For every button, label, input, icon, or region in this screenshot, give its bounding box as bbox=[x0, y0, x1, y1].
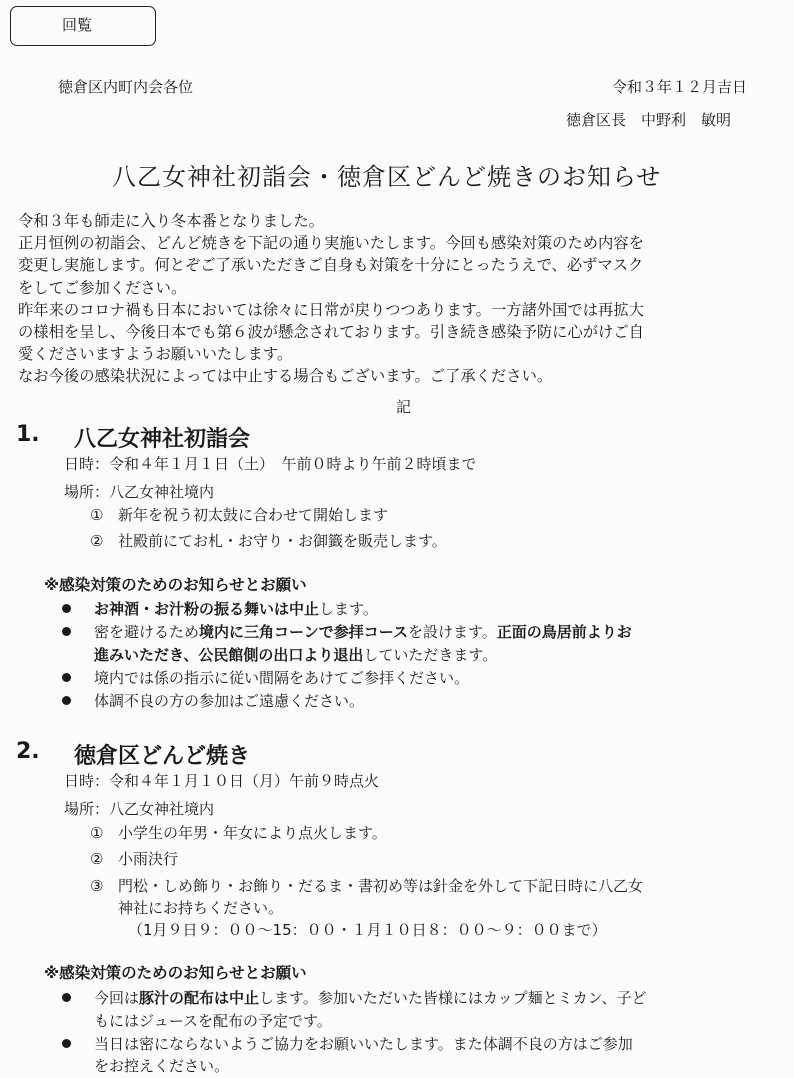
sender: 徳倉区長 中野利 敏明 bbox=[566, 111, 732, 129]
item-text: 小雨決行 bbox=[118, 850, 179, 868]
item-mark: ② bbox=[90, 850, 104, 868]
notice-text: します。参加いただいた皆様にはカップ麺とミカン、子ど bbox=[259, 989, 647, 1007]
item-mark: ① bbox=[90, 506, 104, 524]
notice-bold: お神酒・お汁粉の振る舞いは中止 bbox=[94, 600, 320, 618]
section2-item3-cont: 神社にお持ちください。 bbox=[118, 899, 284, 917]
section2-notice-cont: をお控えください。 bbox=[94, 1057, 230, 1075]
section2-item bbox=[90, 848, 178, 869]
section2-notice-cont: もにはジュースを配布の予定です。 bbox=[94, 1012, 332, 1030]
date: 令和３年１２月吉日 bbox=[612, 78, 748, 96]
section1-datetime: 日時：令和４年１月１日（土） 午前０時より午前２時頃まで bbox=[64, 455, 477, 473]
item-mark: ② bbox=[90, 532, 104, 550]
section2-item3-times: （1月９日９：００～15：００・１月１０日８：００～９：００まで） bbox=[128, 921, 607, 939]
item-text: 新年を祝う初太鼓に合わせて開始します bbox=[118, 506, 389, 524]
ki-mark: 記 bbox=[396, 398, 412, 416]
intro-line: 昨年来のコロナ禍も日本においては徐々に日常が戻りつつあります。一方諸外国では再拡大 bbox=[18, 300, 644, 319]
section2-item bbox=[90, 875, 643, 896]
item-text: 小学生の年男・年女により点火します。 bbox=[118, 824, 387, 842]
intro-line: 変更し実施します。何とぞご了承いただきご自身も対策を十分にとったうえで、必ずマスク bbox=[18, 256, 644, 275]
notice-bold: 正面の鳥居前よりお bbox=[496, 623, 632, 641]
intro-line: なお今後の感染状況によっては中止する場合もございます。ご了承ください。 bbox=[18, 367, 553, 386]
notice-text: を設けます。 bbox=[407, 623, 497, 641]
section1-notice-title: ※感染対策のためのお知らせとお願い bbox=[44, 576, 307, 594]
intro-line: 正月恒例の初詣会、どんど焼きを下記の通り実施いたします。今回も感染対策のため内容を bbox=[18, 234, 644, 253]
bullet-icon bbox=[62, 673, 71, 682]
page-title: 八乙女神社初詣会・徳倉区どんど焼きのお知らせ bbox=[112, 163, 662, 191]
section2-number: 2. bbox=[16, 739, 40, 764]
section1-notice-cont bbox=[94, 644, 497, 665]
section1-notice bbox=[94, 598, 378, 619]
bullet-icon bbox=[62, 1039, 71, 1048]
section1-item bbox=[90, 530, 447, 551]
notice-text: していただきます。 bbox=[363, 646, 498, 664]
item-mark: ① bbox=[90, 824, 104, 842]
section1-item bbox=[90, 504, 388, 525]
section1-number: 1. bbox=[16, 422, 40, 447]
section1-notice: 体調不良の方の参加はご遠慮ください。 bbox=[94, 692, 365, 710]
section1-place: 場所：八乙女神社境内 bbox=[64, 483, 215, 501]
notice-bold: 進みいただき、公民館側の出口より退出 bbox=[94, 646, 364, 664]
section1-title: 八乙女神社初詣会 bbox=[74, 427, 251, 452]
bullet-icon bbox=[62, 604, 71, 613]
section1-notice bbox=[94, 621, 632, 642]
bullet-icon bbox=[62, 993, 71, 1002]
intro-line: の様相を呈し、今後日本でも第６波が懸念されております。引き続き感染予防に心がけご自 bbox=[18, 323, 644, 342]
notice-text: 今回は bbox=[94, 989, 140, 1007]
section2-notice-title: ※感染対策のためのお知らせとお願い bbox=[44, 964, 307, 982]
item-text: 門松・しめ飾り・お飾り・だるま・書初め等は針金を外して下記日時に八乙女 bbox=[118, 877, 644, 895]
item-text: 社殿前にてお札・お守り・お御籤を販売します。 bbox=[118, 532, 447, 550]
section2-datetime: 日時：令和４年１月１０日（月）午前９時点火 bbox=[64, 772, 380, 790]
intro-line: をしてご参加ください。 bbox=[18, 278, 187, 297]
kairan-label: 回覧 bbox=[62, 16, 93, 34]
section2-place: 場所：八乙女神社境内 bbox=[64, 800, 215, 818]
recipient: 徳倉区内町内会各位 bbox=[58, 78, 194, 96]
intro-paragraph bbox=[18, 210, 644, 388]
bullet-icon bbox=[62, 627, 71, 636]
section2-notice: 当日は密にならないようご協力をお願いいたします。また体調不良の方はご参加 bbox=[94, 1035, 633, 1053]
notice-bold: 境内に三角コーンで参拝コース bbox=[199, 623, 408, 641]
section1-notice: 境内では係の指示に従い間隔をあけてご参拝ください。 bbox=[94, 669, 470, 687]
section2-item bbox=[90, 822, 387, 843]
notice-text: します。 bbox=[319, 600, 378, 618]
intro-line: 愛くださいますようお願いいたします。 bbox=[18, 345, 293, 364]
intro-line: 令和３年も師走に入り冬本番となりました。 bbox=[18, 212, 324, 230]
item-mark: ③ bbox=[90, 877, 104, 895]
bullet-icon bbox=[62, 696, 71, 705]
notice-text: 密を避けるため bbox=[94, 623, 200, 641]
notice-bold: 豚汁の配布は中止 bbox=[139, 989, 260, 1007]
section2-title: 徳倉区どんど焼き bbox=[74, 744, 251, 769]
section2-notice bbox=[94, 987, 646, 1008]
